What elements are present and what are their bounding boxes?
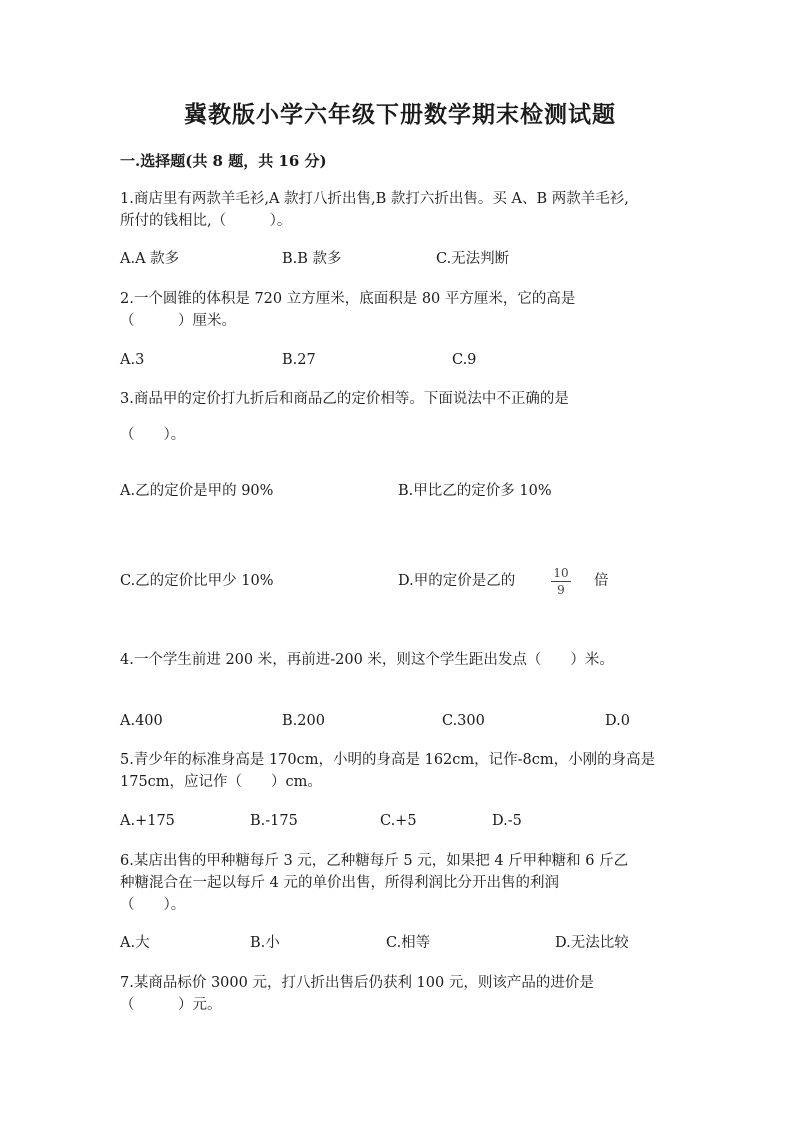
question-5 bbox=[120, 749, 690, 793]
question-2 bbox=[120, 288, 690, 332]
q1-option-b: B.B 款多 bbox=[282, 251, 342, 267]
q4-option-b: B.200 bbox=[282, 713, 325, 729]
q1-option-c: C.无法判断 bbox=[436, 251, 510, 267]
q3-option-b: B.甲比乙的定价多 10% bbox=[398, 483, 552, 499]
question-1-line-2: 所付的钱相比,（ ）。 bbox=[120, 213, 292, 229]
q6-option-a: A.大 bbox=[120, 935, 150, 951]
question-6-line-2: 种糖混合在一起以每斤 4 元的单价出售，所得利润比分开出售的利润 bbox=[120, 875, 559, 891]
fraction-numerator: 10 bbox=[553, 566, 569, 580]
q6-option-c: C.相等 bbox=[386, 935, 431, 951]
question-7 bbox=[120, 972, 690, 1016]
q4-option-d: D.0 bbox=[605, 713, 630, 729]
question-3-line-1: 3.商品甲的定价打九折后和商品乙的定价相等。下面说法中不正确的是 bbox=[120, 391, 569, 407]
q2-option-b: B.27 bbox=[282, 352, 316, 368]
question-1-line-1: 1.商店里有两款羊毛衫,A 款打八折出售,B 款打六折出售。买 A、B 两款羊毛衫, bbox=[120, 191, 629, 207]
question-7-line-2: （ ）元。 bbox=[120, 997, 222, 1013]
q1-option-a: A.A 款多 bbox=[120, 251, 180, 267]
question-2-line-2: （ ）厘米。 bbox=[120, 313, 236, 329]
q6-option-b: B.小 bbox=[250, 935, 280, 951]
q3-option-a: A.乙的定价是甲的 90% bbox=[120, 483, 274, 499]
q2-option-a: A.3 bbox=[120, 352, 145, 368]
q5-option-a: A.+175 bbox=[120, 813, 175, 829]
question-7-line-1: 7.某商品标价 3000 元，打八折出售后仍获利 100 元，则该产品的进价是 bbox=[120, 975, 594, 991]
q5-option-b: B.-175 bbox=[250, 813, 298, 829]
q5-option-d: D.-5 bbox=[492, 813, 522, 829]
q2-option-c: C.9 bbox=[452, 352, 477, 368]
question-6 bbox=[120, 850, 690, 916]
question-5-line-1: 5.青少年的标准身高是 170cm，小明的身高是 162cm，记作-8cm，小刚的身高是 bbox=[120, 752, 656, 768]
question-3-line-2: （ ）。 bbox=[120, 427, 186, 443]
q3-option-d-suffix: 倍 bbox=[594, 573, 609, 589]
q3-fraction bbox=[551, 566, 571, 597]
question-1 bbox=[120, 188, 690, 232]
question-6-line-1: 6.某店出售的甲种糖每斤 3 元，乙种糖每斤 5 元，如果把 4 斤甲种糖和 6 斤乙 bbox=[120, 853, 629, 869]
question-5-line-2: 175cm，应记作（ ）cm。 bbox=[120, 774, 322, 790]
question-4-line-1: 4.一个学生前进 200 米，再前进-200 米，则这个学生距出发点（ ）米。 bbox=[120, 652, 614, 668]
fraction-bar bbox=[551, 581, 571, 582]
question-2-line-1: 2.一个圆锥的体积是 720 立方厘米，底面积是 80 平方厘米，它的高是 bbox=[120, 291, 576, 307]
q4-option-c: C.300 bbox=[442, 713, 485, 729]
q4-option-a: A.400 bbox=[120, 713, 163, 729]
section-heading: 一.选择题(共 8 题，共 16 分) bbox=[120, 152, 327, 170]
q3-option-c: C.乙的定价比甲少 10% bbox=[120, 573, 274, 589]
q6-option-d: D.无法比较 bbox=[555, 935, 629, 951]
q3-option-d: D.甲的定价是乙的 bbox=[398, 573, 516, 589]
question-6-line-3: （ ）。 bbox=[120, 897, 186, 913]
fraction-denominator: 9 bbox=[557, 583, 565, 597]
page-title: 冀教版小学六年级下册数学期末检测试题 bbox=[184, 101, 616, 128]
q5-option-c: C.+5 bbox=[380, 813, 417, 829]
